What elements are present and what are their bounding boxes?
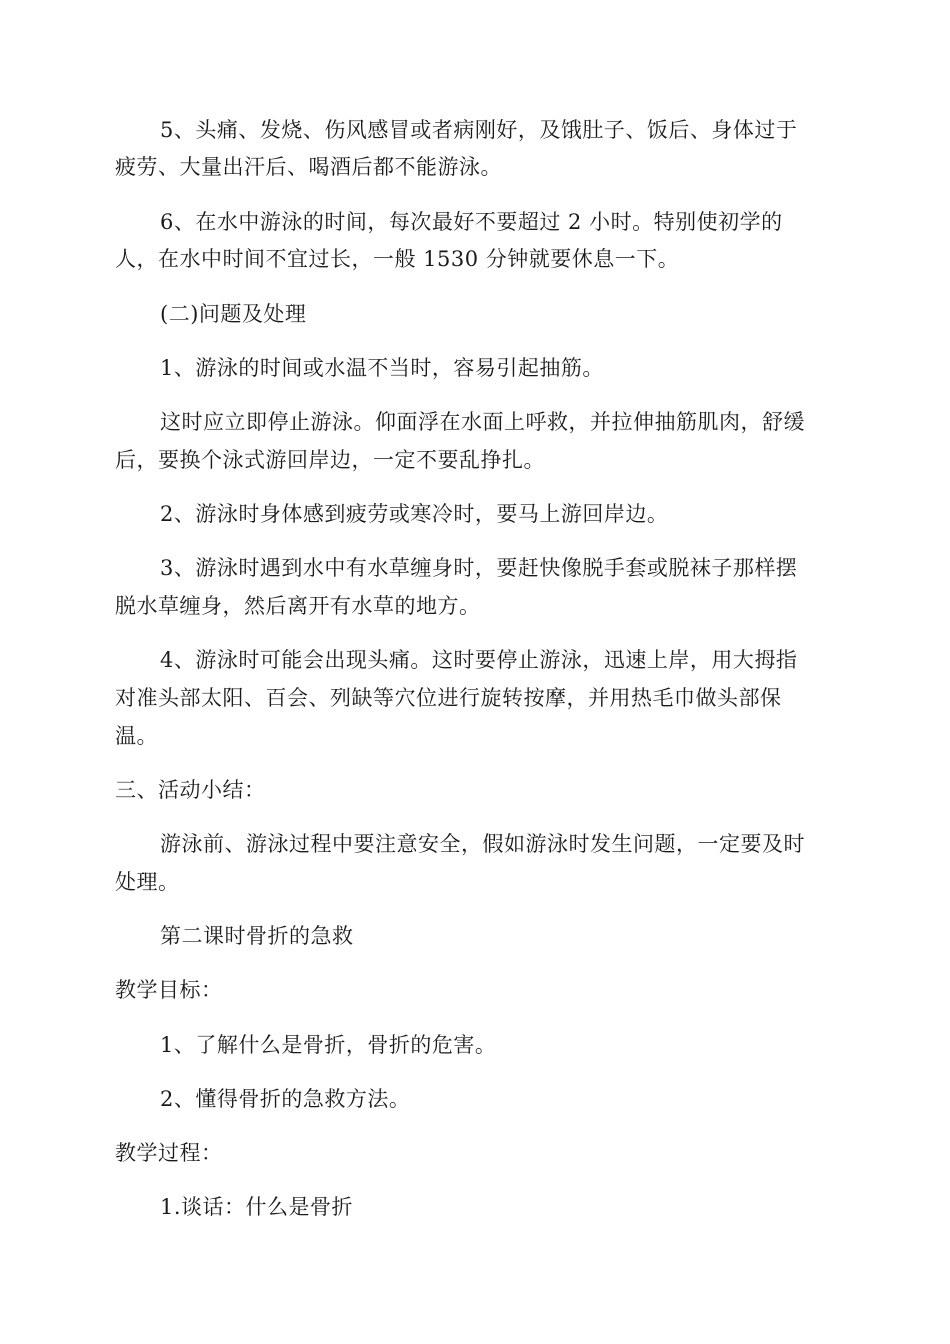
text-line: 游泳前、游泳过程中要注意安全，假如游泳时发生问题，一定要及时 — [160, 832, 805, 856]
list-item: 1、了解什么是骨折，骨折的危害。 — [160, 1033, 497, 1057]
text-line: 对准头部太阳、百会、列缺等穴位进行旋转按摩，并用热毛巾做头部保 — [115, 686, 782, 710]
text-line: 1、游泳的时间或水温不当时，容易引起抽筋。 — [160, 356, 604, 380]
text-line: 温。 — [115, 724, 158, 748]
text-line: 6、在水中游泳的时间，每次最好不要超过 2 小时。特别使初学的 — [160, 210, 783, 234]
text-line: 人，在水中时间不宜过长，一般 1530 分钟就要休息一下。 — [115, 247, 680, 271]
section-heading: 教学过程： — [115, 1141, 223, 1165]
list-item: 2、懂得骨折的急救方法。 — [160, 1087, 411, 1111]
list-item: 1.谈话：什么是骨折 — [160, 1195, 354, 1219]
text-line: 4、游泳时可能会出现头痛。这时要停止游泳，迅速上岸，用大拇指 — [160, 648, 798, 672]
section-heading: 三、活动小结： — [115, 778, 266, 802]
text-line: 2、游泳时身体感到疲劳或寒冷时，要马上游回岸边。 — [160, 502, 669, 526]
lesson-title: 第二课时骨折的急救 — [160, 924, 354, 948]
text-line: 脱水草缠身，然后离开有水草的地方。 — [115, 594, 481, 618]
section-heading: (二)问题及处理 — [160, 302, 307, 326]
section-heading: 教学目标： — [115, 978, 223, 1002]
text-line: 5、头痛、发烧、伤风感冒或者病刚好，及饿肚子、饭后、身体过于 — [160, 118, 798, 142]
text-line: 3、游泳时遇到水中有水草缠身时，要赶快像脱手套或脱袜子那样摆 — [160, 556, 798, 580]
text-line: 处理。 — [115, 870, 180, 894]
text-line: 疲劳、大量出汗后、喝酒后都不能游泳。 — [115, 155, 502, 179]
text-line: 后，要换个泳式游回岸边，一定不要乱挣扎。 — [115, 448, 545, 472]
text-line: 这时应立即停止游泳。仰面浮在水面上呼救，并拉伸抽筋肌肉，舒缓 — [160, 410, 805, 434]
